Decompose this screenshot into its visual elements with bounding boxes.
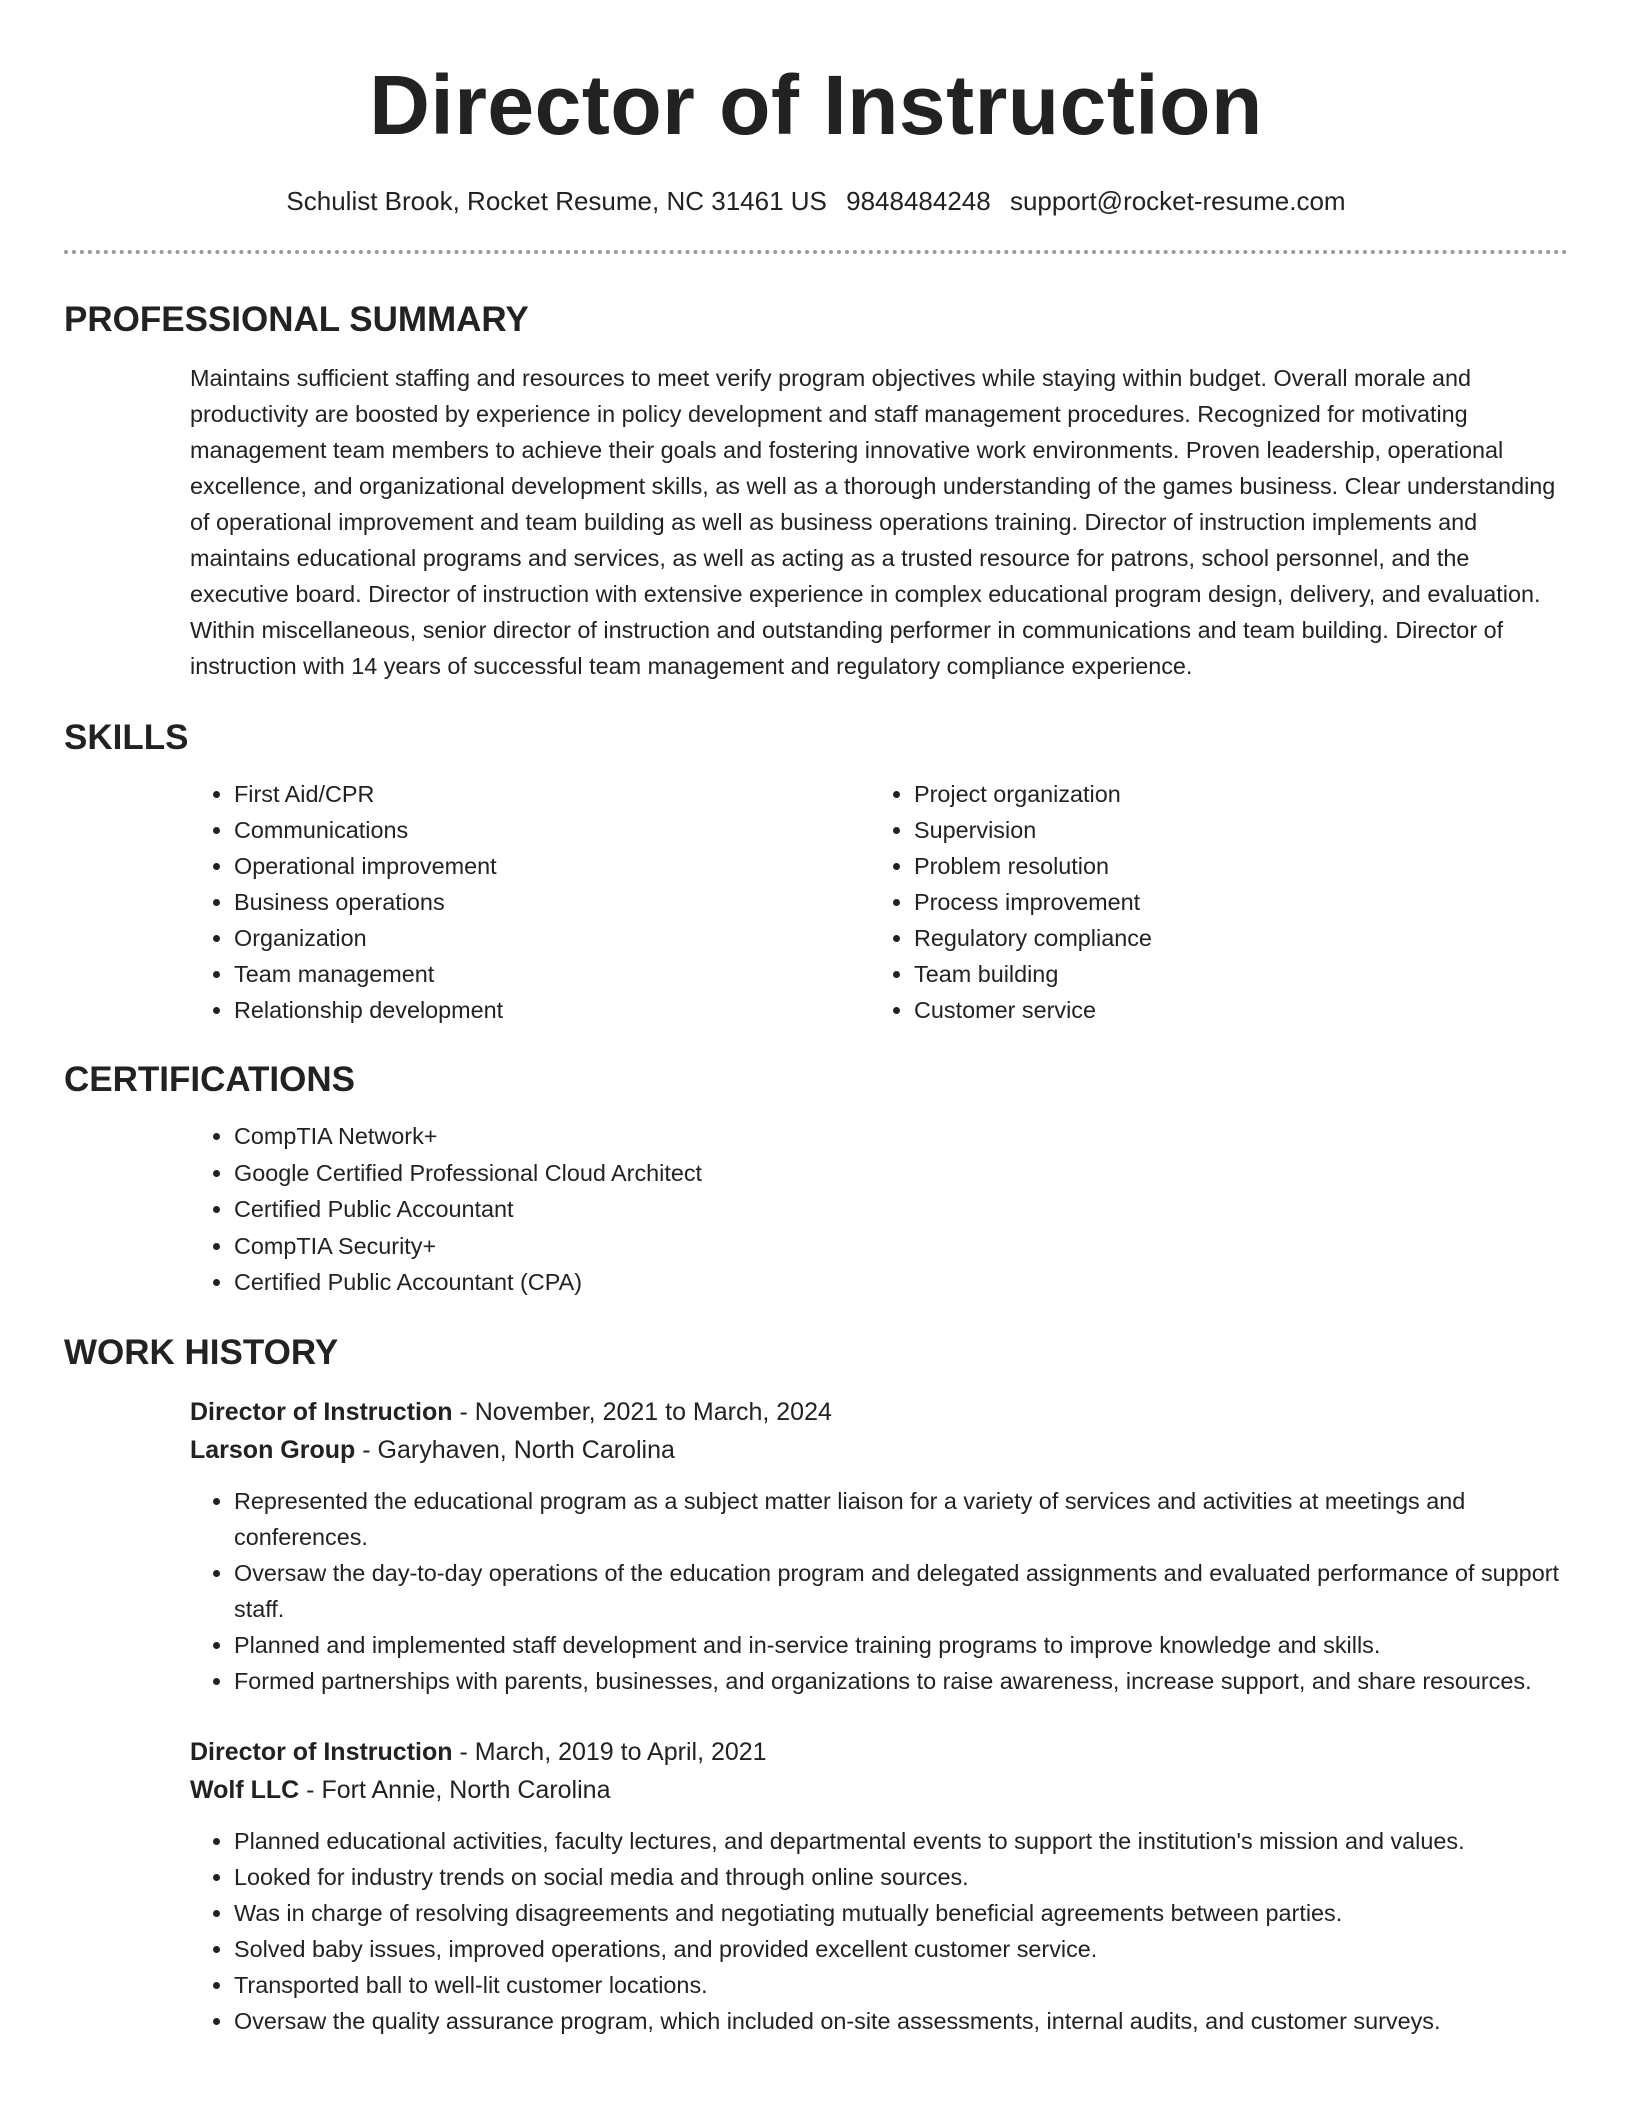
skill-item: • Supervision [914,812,1550,848]
resume-name: Director of Instruction [369,58,1263,152]
job-dates: - November, 2021 to March, 2024 [452,1397,832,1426]
job-entry [190,1393,1568,1699]
certification-item: • CompTIA Security+ [234,1228,1568,1265]
section-title-skills: SKILLS [64,718,189,757]
skill-item: • Problem resolution [914,848,1550,884]
skill-item: • First Aid/CPR [234,776,870,812]
job-bullet: • Was in charge of resolving disagreements and negotiating mutually beneficial agreements between parties. [234,1895,1568,1931]
job-role: Director of Instruction [190,1737,453,1766]
job-bullet: • Planned educational activities, faculty lectures, and departmental events to support the institution's mission and values. [234,1823,1568,1859]
header-divider [64,250,1568,254]
job-bullet: • Oversaw the quality assurance program, which included on-site assessments, internal audits, and customer surveys. [234,2003,1568,2039]
contact-email: support@rocket-resume.com [1009,186,1346,216]
contact-address: Schulist Brook, Rocket Resume, NC 31461 US [286,186,827,216]
skill-item: • Team management [234,956,870,992]
job-location: - Fort Annie, North Carolina [299,1775,611,1804]
skill-item: • Business operations [234,884,870,920]
job-role: Director of Instruction [190,1397,453,1426]
certification-item: • Google Certified Professional Cloud Architect [234,1155,1568,1192]
summary-text: Maintains sufficient staffing and resources to meet verify program objectives while staying within budget. Overall morale and productivity are boosted by experience in policy development and staff management procedures. Recognized for motivating management team members to achieve their goals and fostering innovative work environments. Proven leadership, operational excellence, and organizational development skills, as well as a thorough understanding of the games business. Clear understanding of operational improvement and team building as well as business operations training. Director of instruction implements and maintains educational programs and services, as well as acting as a trusted resource for patrons, school personnel, and the executive board. Director of instruction with extensive experience in complex educational program design, delivery, and evaluation. Within miscellaneous, senior director of instruction and outstanding performer in communications and team building. Director of instruction with 14 years of successful team management and regulatory compliance experience. [190,365,1556,679]
job-entry [190,1733,1568,2039]
job-location: - Garyhaven, North Carolina [355,1435,675,1464]
job-bullet: • Oversaw the day-to-day operations of the education program and delegated assignments and evaluated performance of support staff. [234,1555,1568,1627]
certification-item: • CompTIA Network+ [234,1118,1568,1155]
skill-item: • Communications [234,812,870,848]
skill-item: • Customer service [914,992,1550,1028]
section-title-certifications: CERTIFICATIONS [64,1060,356,1099]
skill-item: • Regulatory compliance [914,920,1550,956]
section-title-summary: PROFESSIONAL SUMMARY [64,300,529,339]
job-bullets [190,1823,1568,2039]
job-dates: - March, 2019 to April, 2021 [452,1737,767,1766]
section-title-work-history: WORK HISTORY [64,1332,339,1372]
skills-list [190,776,1568,1028]
job-role-line [190,1393,1568,1431]
job-bullet: • Represented the educational program as a subject matter liaison for a variety of services and activities at meetings and conferences. [234,1483,1568,1555]
job-company-line [190,1431,1568,1469]
skill-item: • Relationship development [234,992,870,1028]
contact-line [64,184,1568,218]
certifications-list [190,1118,1568,1301]
job-bullet: • Looked for industry trends on social media and through online sources. [234,1859,1568,1895]
resume-page [64,0,1568,2039]
job-bullet: • Formed partnerships with parents, businesses, and organizations to raise awareness, increase support, and share resources. [234,1663,1568,1699]
job-bullet: • Solved baby issues, improved operations, and provided excellent customer service. [234,1931,1568,1967]
skill-item: • Project organization [914,776,1550,812]
certification-item: • Certified Public Accountant [234,1191,1568,1228]
job-bullet: • Transported ball to well-lit customer locations. [234,1967,1568,2003]
skill-item: • Team building [914,956,1550,992]
job-company-line [190,1771,1568,1809]
certification-item: • Certified Public Accountant (CPA) [234,1264,1568,1301]
contact-phone: 9848484248 [846,186,991,216]
job-role-line [190,1733,1568,1771]
job-bullet: • Planned and implemented staff development and in-service training programs to improve knowledge and skills. [234,1627,1568,1663]
skills-column-left [190,776,870,1028]
skill-item: • Process improvement [914,884,1550,920]
skill-item: • Operational improvement [234,848,870,884]
skills-column-right [870,776,1550,1028]
skill-item: • Organization [234,920,870,956]
job-company: Larson Group [190,1435,356,1464]
job-bullets [190,1483,1568,1699]
job-company: Wolf LLC [190,1775,300,1804]
